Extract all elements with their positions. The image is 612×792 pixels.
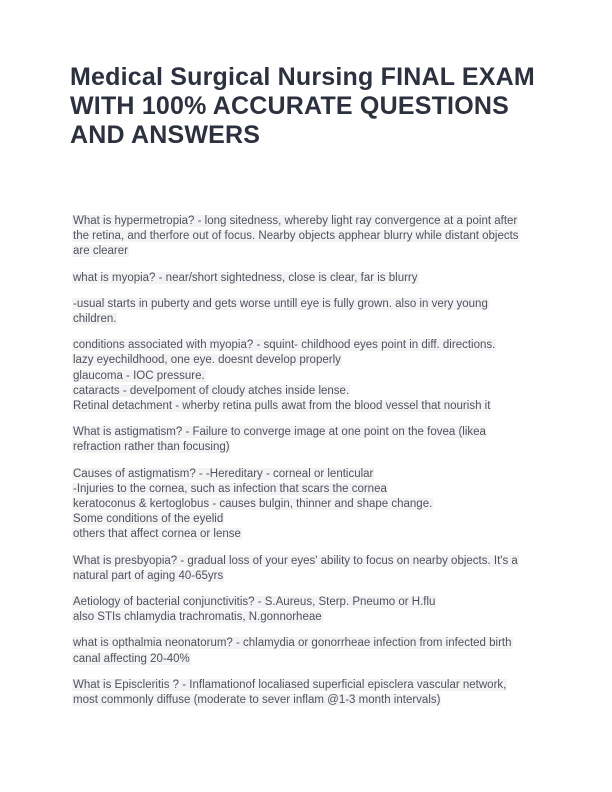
text-line [72, 353, 547, 368]
highlighted-text: the retina, and therfore out of focus. Nearby objects apphear blurry while distant objects [73, 230, 519, 243]
text-line [72, 229, 547, 244]
highlighted-text: others that affect cornea or lense [73, 528, 241, 541]
text-line [72, 610, 547, 625]
text-line [72, 497, 547, 512]
qa-paragraph [72, 214, 547, 260]
text-line [72, 595, 547, 610]
highlighted-text: What is presbyopia? - gradual loss of your eyes' ability to focus on nearby objects. It's a [73, 554, 518, 567]
text-line [72, 693, 547, 708]
text-line [72, 527, 547, 542]
text-line [72, 482, 547, 497]
highlighted-text: Some conditions of the eyelid [73, 513, 224, 526]
document-body [72, 214, 547, 719]
page-title-line: Medical Surgical Nursing FINAL EXAM [70, 63, 535, 91]
text-line [72, 214, 547, 229]
highlighted-text: lazy eyechildhood, one eye. doesnt develop properly [73, 354, 341, 367]
qa-paragraph [72, 554, 547, 584]
text-line [72, 652, 547, 667]
highlighted-text: Aetiology of bacterial conjunctivitis? - S.Aureus, Sterp. Pneumo or H.flu [73, 596, 436, 609]
text-line [72, 512, 547, 527]
highlighted-text: What is astigmatism? - Failure to converge image at one point on the fovea (likea [73, 426, 486, 439]
highlighted-text: natural part of aging 40-65yrs [73, 569, 224, 582]
text-line [72, 678, 547, 693]
highlighted-text: what is opthalmia neonatorum? - chlamydia or gonorrheae infection from infected birth [73, 637, 512, 650]
highlighted-text: canal affecting 20-40% [73, 652, 190, 665]
highlighted-text: Causes of astigmatism? - -Hereditary - corneal or lenticular [73, 467, 374, 480]
highlighted-text: what is myopia? - near/short sightedness, close is clear, far is blurry [73, 271, 418, 284]
text-line [72, 554, 547, 569]
text-line [72, 440, 547, 455]
highlighted-text: -Injuries to the cornea, such as infection that scars the cornea [73, 482, 387, 495]
text-line [72, 369, 547, 384]
page-title-line: WITH 100% ACCURATE QUESTIONS [70, 92, 509, 120]
qa-paragraph [72, 636, 547, 666]
text-line [72, 271, 547, 286]
highlighted-text: refraction rather than focusing) [73, 441, 230, 454]
qa-paragraph [72, 678, 547, 708]
text-line [72, 467, 547, 482]
text-line [72, 244, 547, 259]
page-title [70, 63, 560, 150]
text-line [72, 399, 547, 414]
highlighted-text: keratoconus & kertoglobus - causes bulgin, thinner and shape change. [73, 498, 433, 511]
qa-paragraph [72, 271, 547, 286]
text-line [72, 338, 547, 353]
highlighted-text: What is Episcleritis ? - Inflamationof localiased superficial episclera vascular network, [73, 678, 507, 691]
text-line [72, 636, 547, 651]
text-line [72, 425, 547, 440]
highlighted-text: conditions associated with myopia? - squint- childhood eyes point in diff. directions. [73, 339, 496, 352]
highlighted-text: What is hypermetropia? - long sitedness, whereby light ray convergence at a point after [73, 215, 518, 227]
highlighted-text: most commonly diffuse (moderate to sever inflam @1-3 month intervals) [73, 694, 441, 707]
highlighted-text: cataracts - develpoment of cloudy atches inside lense. [73, 384, 350, 397]
qa-paragraph [72, 467, 547, 543]
qa-paragraph [72, 338, 547, 414]
qa-paragraph [72, 297, 547, 327]
highlighted-text: also STIs chlamydia trachromatis, N.gonnorheae [73, 611, 322, 624]
page-title-line: AND ANSWERS [70, 121, 261, 149]
highlighted-text: -usual starts in puberty and gets worse untill eye is fully grown. also in very young [73, 297, 488, 310]
qa-paragraph [72, 595, 547, 625]
highlighted-text: children. [73, 313, 117, 326]
text-line [72, 312, 547, 327]
text-line [72, 297, 547, 312]
highlighted-text: glaucoma - IOC pressure. [73, 369, 205, 382]
text-line [72, 569, 547, 584]
text-line [72, 384, 547, 399]
highlighted-text: Retinal detachment - wherby retina pulls awat from the blood vessel that nourish it [73, 400, 491, 413]
qa-paragraph [72, 425, 547, 455]
highlighted-text: are clearer [73, 245, 128, 258]
